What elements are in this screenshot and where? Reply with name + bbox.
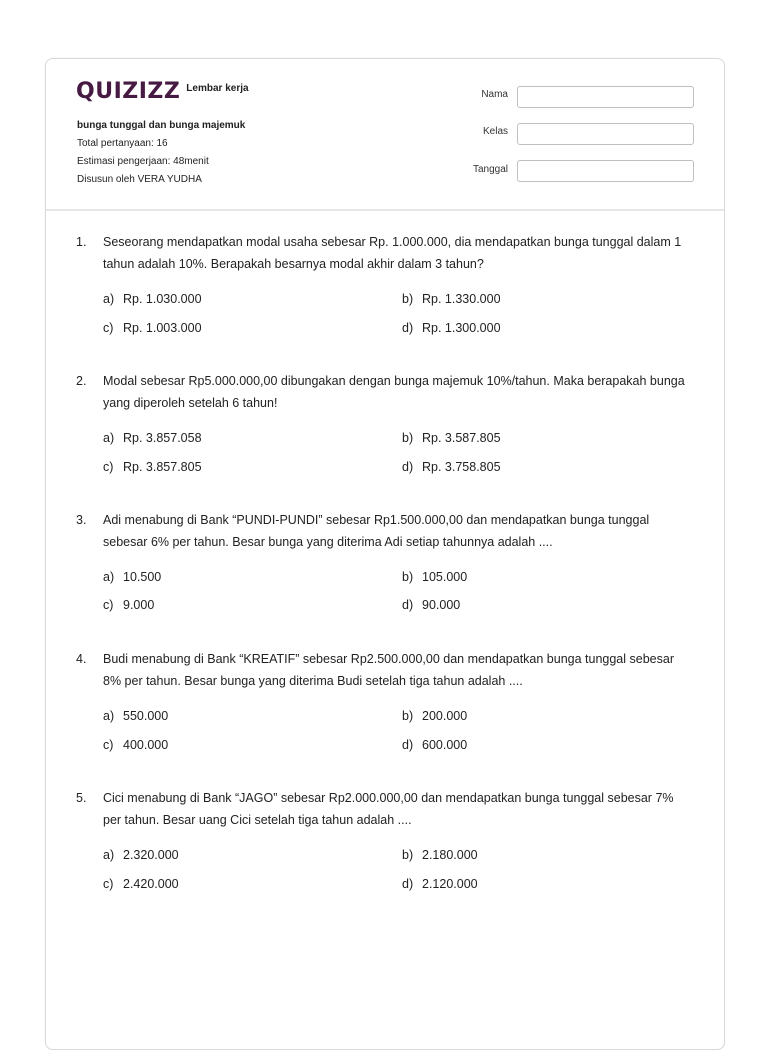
- option-letter: d): [402, 598, 414, 612]
- question-number: 4.: [76, 652, 87, 666]
- option-text: Rp. 1.300.000: [422, 321, 501, 335]
- option-text: Rp. 1.003.000: [123, 321, 202, 335]
- option-text: 600.000: [422, 738, 468, 752]
- option-letter: a): [103, 570, 115, 584]
- question-text: Budi menabung di Bank “KREATIF” sebesar Rp2.500.000,00 dan mendapatkan bunga tunggal sebesar 8% per tahun. Besar bunga yang diterima Budi setelah tiga tahun adalah ....: [103, 652, 674, 688]
- option-c[interactable]: [103, 458, 202, 476]
- option-letter: c): [103, 321, 114, 335]
- class-label: Kelas: [482, 126, 508, 137]
- option-letter: a): [103, 848, 115, 862]
- option-text: 2.180.000: [422, 848, 478, 862]
- option-d[interactable]: [402, 736, 467, 754]
- option-letter: a): [103, 431, 115, 445]
- option-text: 400.000: [123, 738, 169, 752]
- question-number: 1.: [76, 235, 87, 249]
- question-text: Modal sebesar Rp5.000.000,00 dibungakan dengan bunga majemuk 10%/tahun. Maka berapakah bunga yang diperoleh setelah 6 tahun!: [103, 374, 685, 410]
- option-c[interactable]: [103, 596, 154, 614]
- option-text: 2.120.000: [422, 877, 478, 891]
- option-a[interactable]: [103, 568, 161, 586]
- question-number: 3.: [76, 513, 87, 527]
- option-letter: c): [103, 598, 114, 612]
- worksheet-page: [45, 58, 725, 1050]
- question-number: 2.: [76, 374, 87, 388]
- option-text: Rp. 1.030.000: [123, 292, 202, 306]
- estimated-time: Estimasi pengerjaan: 48menit: [77, 156, 209, 167]
- option-c[interactable]: [103, 319, 202, 337]
- option-a[interactable]: [103, 707, 168, 725]
- option-c[interactable]: [103, 875, 179, 893]
- option-letter: c): [103, 738, 114, 752]
- date-label: Tanggal: [472, 164, 508, 175]
- worksheet-meta: [77, 117, 245, 189]
- option-letter: d): [402, 321, 414, 335]
- option-a[interactable]: [103, 290, 202, 308]
- worksheet-label: Lembar kerja: [186, 83, 249, 94]
- option-text: 105.000: [422, 570, 468, 584]
- option-text: 200.000: [422, 709, 468, 723]
- question-text: Adi menabung di Bank “PUNDI-PUNDI” sebesar Rp1.500.000,00 dan mendapatkan bunga tunggal sebesar 6% per tahun. Besar bunga yang diterima Adi setiap tahunnya adalah ....: [103, 513, 650, 549]
- option-text: 90.000: [422, 598, 461, 612]
- total-questions: Total pertanyaan: 16: [77, 138, 168, 149]
- option-text: 2.420.000: [123, 877, 179, 891]
- option-text: Rp. 3.857.805: [123, 460, 202, 474]
- option-letter: c): [103, 877, 114, 891]
- question-text: Seseorang mendapatkan modal usaha sebesar Rp. 1.000.000, dia mendapatkan bunga tunggal dalam 1 tahun adalah 10%. Berapakah besarnya modal akhir dalam 3 tahun?: [103, 235, 682, 271]
- logo-wordmark: QUIZIZZ: [76, 79, 181, 104]
- option-b[interactable]: [402, 846, 478, 864]
- option-letter: d): [402, 877, 414, 891]
- worksheet-topic: bunga tunggal dan bunga majemuk: [77, 120, 246, 131]
- option-c[interactable]: [103, 736, 168, 754]
- option-a[interactable]: [103, 429, 202, 447]
- question-text: Cici menabung di Bank “JAGO” sebesar Rp2.000.000,00 dan mendapatkan bunga tunggal sebesar 7% per tahun. Besar uang Cici setelah tiga tahun adalah ....: [103, 791, 674, 827]
- name-label: Nama: [481, 89, 508, 100]
- option-letter: b): [402, 709, 414, 723]
- option-d[interactable]: [402, 596, 460, 614]
- option-text: 10.500: [123, 570, 162, 584]
- option-b[interactable]: [402, 568, 467, 586]
- option-text: 9.000: [123, 598, 155, 612]
- option-text: Rp. 3.857.058: [123, 431, 202, 445]
- name-field[interactable]: [517, 86, 694, 108]
- option-letter: d): [402, 460, 414, 474]
- option-text: Rp. 1.330.000: [422, 292, 501, 306]
- option-text: 2.320.000: [123, 848, 179, 862]
- quizizz-logo: [76, 79, 249, 104]
- option-b[interactable]: [402, 707, 467, 725]
- class-field[interactable]: [517, 123, 694, 145]
- option-b[interactable]: [402, 290, 501, 308]
- option-letter: d): [402, 738, 414, 752]
- question-number: 5.: [76, 791, 87, 805]
- option-letter: b): [402, 431, 414, 445]
- author: Disusun oleh VERA YUDHA: [77, 174, 202, 185]
- option-letter: b): [402, 570, 414, 584]
- option-text: Rp. 3.758.805: [422, 460, 501, 474]
- option-a[interactable]: [103, 846, 179, 864]
- worksheet-header: [46, 59, 724, 211]
- option-letter: a): [103, 292, 115, 306]
- option-letter: b): [402, 848, 414, 862]
- option-d[interactable]: [402, 458, 501, 476]
- option-letter: a): [103, 709, 115, 723]
- option-d[interactable]: [402, 875, 478, 893]
- option-text: 550.000: [123, 709, 169, 723]
- option-letter: c): [103, 460, 114, 474]
- option-text: Rp. 3.587.805: [422, 431, 501, 445]
- option-d[interactable]: [402, 319, 501, 337]
- option-letter: b): [402, 292, 414, 306]
- option-b[interactable]: [402, 429, 501, 447]
- date-field[interactable]: [517, 160, 694, 182]
